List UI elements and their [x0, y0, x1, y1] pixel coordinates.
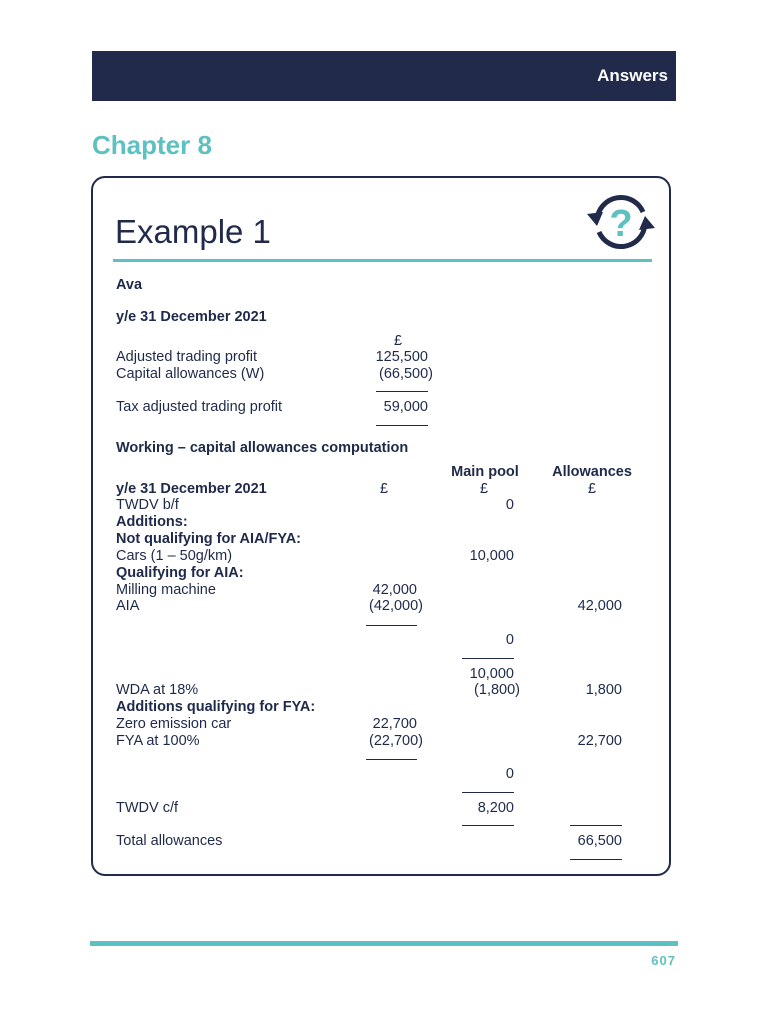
- row-label: Zero emission car: [116, 716, 232, 732]
- amount-value: (22,700): [368, 733, 423, 749]
- section-heading: Qualifying for AIA:: [116, 565, 244, 581]
- row-label: TWDV b/f: [116, 497, 179, 513]
- client-name: Ava: [116, 277, 143, 293]
- chapter-title: Chapter 8: [92, 130, 212, 160]
- column-rule: [366, 625, 417, 626]
- pool-value: 8,200: [477, 800, 514, 816]
- row-label: Milling machine: [116, 582, 216, 598]
- pool-value: 10,000: [469, 666, 514, 682]
- row-label: Total allowances: [116, 833, 223, 849]
- pool-value: 0: [505, 632, 514, 648]
- pool-value: 0: [505, 766, 514, 782]
- column-rule: [462, 792, 514, 793]
- title-divider: [113, 259, 652, 262]
- summary-rule: [376, 391, 428, 392]
- currency-symbol: £: [393, 333, 403, 349]
- allowance-value: 22,700: [577, 733, 622, 749]
- col-header-main-pool: Main pool: [451, 464, 519, 480]
- amount-value: 42,000: [372, 582, 417, 598]
- summary-value: 125,500: [375, 349, 428, 365]
- page-number: 607: [651, 953, 676, 968]
- row-label: WDA at 18%: [116, 682, 199, 698]
- currency-symbol: £: [379, 481, 389, 497]
- summary-value: 59,000: [383, 399, 428, 415]
- amount-value: (42,000): [368, 598, 423, 614]
- summary-label: Tax adjusted trading profit: [116, 399, 283, 415]
- column-rule: [366, 759, 417, 760]
- row-label: AIA: [116, 598, 140, 614]
- column-rule: [462, 658, 514, 659]
- period-heading: y/e 31 December 2021: [116, 309, 267, 325]
- row-label: FYA at 100%: [116, 733, 200, 749]
- refresh-question-icon: [585, 190, 657, 254]
- header-label: Answers: [597, 66, 668, 85]
- footer-divider: [90, 941, 678, 946]
- column-rule: [570, 825, 622, 826]
- header-bar: [92, 51, 676, 101]
- section-heading: Not qualifying for AIA/FYA:: [116, 531, 302, 547]
- section-heading: Additions:: [116, 514, 188, 530]
- working-period: y/e 31 December 2021: [116, 481, 267, 497]
- column-rule: [570, 859, 622, 860]
- allowance-value: 42,000: [577, 598, 622, 614]
- allowance-value: 1,800: [585, 682, 622, 698]
- row-label: Cars (1 – 50g/km): [116, 548, 233, 564]
- working-title: Working – capital allowances computation: [116, 440, 409, 456]
- amount-value: 22,700: [372, 716, 417, 732]
- summary-rule: [376, 425, 428, 426]
- summary-value: (66,500): [378, 366, 433, 382]
- row-label: TWDV c/f: [116, 800, 179, 816]
- col-header-allowances: Allowances: [552, 464, 632, 480]
- currency-symbol: £: [587, 481, 597, 497]
- pool-value: 0: [505, 497, 514, 513]
- pool-value: 10,000: [469, 548, 514, 564]
- svg-text:?: ?: [609, 203, 633, 245]
- example-title: Example 1: [115, 213, 271, 250]
- column-rule: [462, 825, 514, 826]
- section-heading: Additions qualifying for FYA:: [116, 699, 316, 715]
- currency-symbol: £: [479, 481, 489, 497]
- summary-label: Capital allowances (W): [116, 366, 265, 382]
- pool-value: (1,800): [474, 682, 520, 698]
- allowance-value: 66,500: [577, 833, 622, 849]
- summary-label: Adjusted trading profit: [116, 349, 258, 365]
